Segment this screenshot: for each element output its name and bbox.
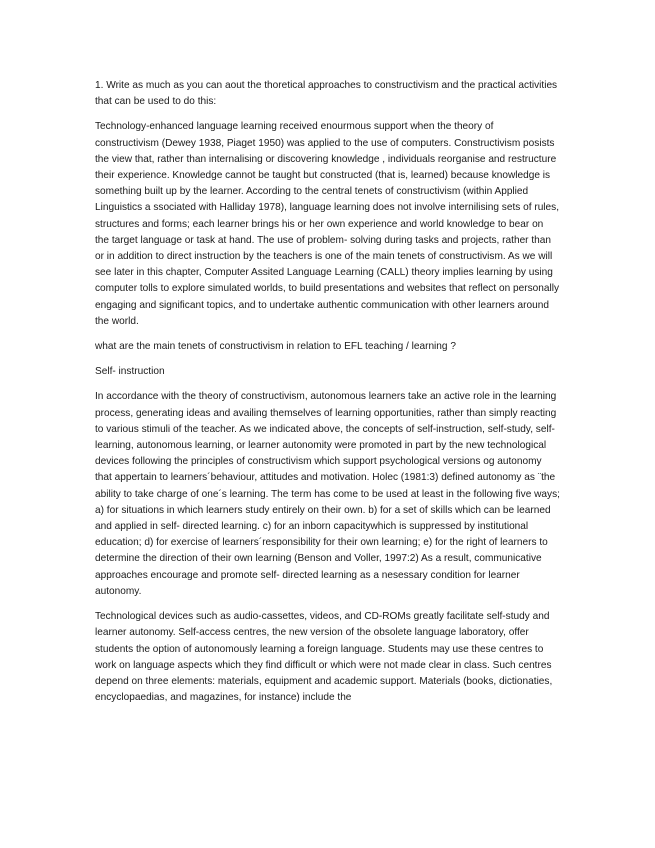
paragraph-constructivism: Technology-enhanced language learning received enourmous support when the theory of constructivism (Dewey 1938, Piaget 1950) was applied to the use of computers. Constructivism posists the view that, rather than internalising or discovering knowledge , individuals reorganise and restructure their experience. Knowledge cannot be taught but constructed (that is, learned) because knowledge is something built up by the learner. According to the central tenets of constructivism (within Applied Linguistics a ssociated with Halliday 1978), language learning does not involve internilising sets of rules, structures and forms; each learner brings his or her own experience and world knowledge to bear on the target language or task at hand. The use of problem- solving during tasks and projects, rather than or in addition to direct instruction by the teachers is one of the main tenets of constructivism. As we will see later in this chapter, Computer Assited Language Learning (CALL) theory implies learning by using computer tolls to explore simulated worlds, to build presentations and websites that reflect on personally engaging and significant topics, and to undertake authentic communication with other learners around the world. [95, 121, 560, 327]
section-heading-self-instruction: Self- instruction [95, 366, 165, 378]
paragraph-technological-devices: Technological devices such as audio-cassettes, videos, and CD-ROMs greatly facilitate self-study and learner autonomy. Self-access centres, the new version of the obsolete language laboratory, offer students the option of autonomously learning a foreign language. Students may use these centres to work on language aspects which they find difficult or which were not made clear in class. Such centres depend on three elements: materials, equipment and academic support. Materials (books, dictionaties, encyclopaedias, and magazines, for instance) include the [95, 611, 553, 704]
question-text: 1. Write as much as you can aout the thoretical approaches to constructivism and the practical activities that can be used to do this: [95, 80, 558, 108]
paragraph-autonomy: In accordance with the theory of constructivism, autonomous learners take an active role in the learning process, generating ideas and availing themselves of learning opportunities, rather than simply reacting to various stimuli of the teacher. As we indicated above, the concepts of self-instruction, self-study, self- learning, autonomous learning, or learner autonomity were promoted in part by the new technological devices following the principles of constructivism which support psychological versions og autonomy that appertain to learners´behaviour, attitudes and motivation. Holec (1981:3) defined autonomy as ¨the ability to take charge of one´s learning. The term has come to be used at least in the following five ways; a) for situations in which learners study entirely on their own. b) for a set of skills which can be learned and applied in self- directed learning. c) for an inborn capacitywhich is suppressed by institutional education; d) for exercise of learners´responsibility for their own learning; e) for the right of learners to determine the direction of their own learning (Benson and Voller, 1997:2) As a result, communicative approaches encourage and promote self- directed learning as a nesessary condition for learner autonomy. [95, 391, 560, 597]
document-page [95, 78, 560, 715]
question-tenets: what are the main tenets of constructivism in relation to EFL teaching / learning ? [95, 341, 456, 353]
